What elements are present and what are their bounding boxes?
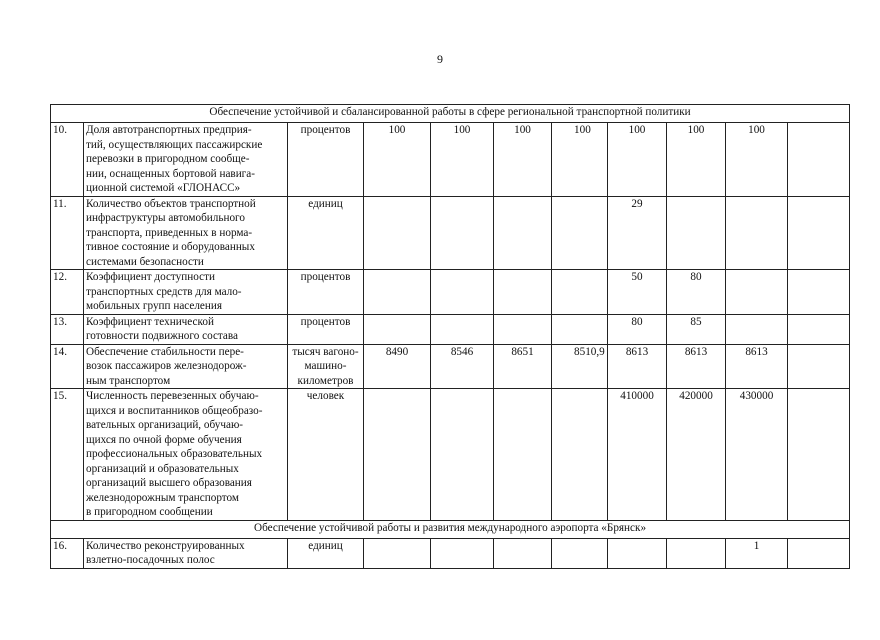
indicator-name-line: Количество объектов транспортной	[86, 197, 256, 210]
value-cell: 8651	[494, 344, 552, 389]
unit-line: процентов	[300, 271, 351, 283]
value-cell	[431, 538, 494, 568]
indicator-name-line: щихся и воспитанников общеобразо-	[86, 404, 263, 417]
value-cell	[552, 538, 608, 568]
indicator-name	[84, 123, 288, 197]
unit-of-measure	[288, 196, 364, 270]
indicator-name-line: организаций высшего образования	[86, 477, 252, 489]
value-cell: 8510,9	[552, 344, 608, 389]
indicator-name-line: взлетно-посадочных полос	[86, 554, 215, 566]
indicator-name-line: возок пассажиров железнодорож-	[86, 360, 247, 372]
indicator-name-line: профессиональных образовательных	[86, 448, 263, 460]
unit-line: тысяч вагоно-	[292, 345, 359, 358]
indicator-name-line: инфраструктуры автомобильного	[86, 212, 245, 224]
value-cell: 430000	[726, 389, 788, 521]
indicator-name	[84, 196, 288, 270]
value-cell	[494, 314, 552, 344]
value-cell: 1	[726, 538, 788, 568]
indicator-name	[84, 538, 288, 568]
unit-of-measure	[288, 389, 364, 521]
table-row	[51, 196, 850, 270]
indicator-name-line: тий, осуществляющих пассажирские	[86, 138, 263, 151]
value-cell	[788, 196, 850, 270]
indicator-name-line: ционной системой «ГЛОНАСС»	[86, 182, 241, 194]
value-cell	[364, 538, 431, 568]
value-cell: 8546	[431, 344, 494, 389]
value-cell	[788, 538, 850, 568]
indicator-name-line: в пригородном сообщении	[86, 506, 213, 518]
indicator-name-line: Количество реконструированных	[86, 539, 245, 552]
value-cell	[667, 538, 726, 568]
row-number: 15.	[51, 389, 84, 521]
unit-of-measure	[288, 538, 364, 568]
row-number: 16.	[51, 538, 84, 568]
section-title: Обеспечение устойчивой и сбалансированной работы в сфере региональной транспортной политики	[51, 105, 850, 123]
value-cell: 8613	[726, 344, 788, 389]
indicator-name-line: Доля автотранспортных предприя-	[86, 124, 252, 136]
value-cell	[726, 314, 788, 344]
unit-line: человек	[306, 390, 345, 402]
value-cell	[364, 314, 431, 344]
section-header-row	[51, 520, 850, 538]
value-cell: 50	[608, 270, 667, 315]
row-number: 10.	[51, 123, 84, 197]
value-cell	[431, 314, 494, 344]
indicator-name-line: нии, оснащенных бортовой навига-	[86, 167, 255, 180]
value-cell: 80	[608, 314, 667, 344]
unit-line: единиц	[308, 197, 343, 210]
value-cell	[431, 270, 494, 315]
unit-line: процентов	[300, 315, 351, 328]
unit-line: процентов	[300, 124, 351, 136]
section-title: Обеспечение устойчивой работы и развития международного аэропорта «Брянск»	[51, 520, 850, 538]
indicators-table	[50, 104, 850, 569]
value-cell	[788, 123, 850, 197]
indicator-name-line: тивное состояние и оборудованных	[86, 241, 255, 253]
table-row	[51, 344, 850, 389]
value-cell	[552, 389, 608, 521]
value-cell	[726, 196, 788, 270]
unit-of-measure	[288, 123, 364, 197]
row-number: 12.	[51, 270, 84, 315]
indicator-name	[84, 270, 288, 315]
indicator-name-line: Коэффициент технической	[86, 315, 214, 328]
value-cell: 420000	[667, 389, 726, 521]
value-cell	[364, 196, 431, 270]
indicator-name-line: железнодорожным транспортом	[86, 491, 239, 504]
value-cell: 8613	[608, 344, 667, 389]
value-cell	[552, 270, 608, 315]
indicator-name-line: готовности подвижного состава	[86, 330, 238, 342]
indicator-name-line: Численность перевезенных обучаю-	[86, 390, 259, 402]
indicator-name-line: Коэффициент доступности	[86, 271, 215, 283]
unit-of-measure	[288, 314, 364, 344]
value-cell: 8613	[667, 344, 726, 389]
value-cell	[726, 270, 788, 315]
value-cell	[788, 344, 850, 389]
row-number: 13.	[51, 314, 84, 344]
indicator-name-line: Обеспечение стабильности пере-	[86, 345, 244, 358]
value-cell	[431, 196, 494, 270]
table-row	[51, 538, 850, 568]
value-cell	[494, 196, 552, 270]
value-cell	[494, 389, 552, 521]
table-row	[51, 123, 850, 197]
row-number: 14.	[51, 344, 84, 389]
value-cell: 85	[667, 314, 726, 344]
value-cell: 100	[552, 123, 608, 197]
value-cell	[494, 538, 552, 568]
row-number: 11.	[51, 196, 84, 270]
value-cell	[364, 389, 431, 521]
value-cell	[494, 270, 552, 315]
value-cell	[552, 196, 608, 270]
value-cell: 100	[431, 123, 494, 197]
indicator-name	[84, 389, 288, 521]
indicator-name-line: транспортных средств для мало-	[86, 285, 242, 298]
value-cell: 410000	[608, 389, 667, 521]
value-cell	[364, 270, 431, 315]
value-cell	[788, 389, 850, 521]
indicator-name-line: организаций и образовательных	[86, 462, 239, 475]
indicator-name-line: транспорта, приведенных в норма-	[86, 226, 253, 239]
unit-line: машино-	[304, 360, 347, 372]
indicator-name	[84, 314, 288, 344]
indicator-name-line: перевозки в пригородном сообще-	[86, 153, 250, 165]
value-cell	[788, 270, 850, 315]
value-cell	[788, 314, 850, 344]
unit-of-measure	[288, 270, 364, 315]
table-row	[51, 314, 850, 344]
section-header-row	[51, 105, 850, 123]
page-number: 9	[437, 52, 443, 66]
value-cell: 100	[494, 123, 552, 197]
unit-line: километров	[297, 374, 354, 387]
indicator-name	[84, 344, 288, 389]
value-cell: 100	[726, 123, 788, 197]
indicator-name-line: вательных организаций, обучаю-	[86, 419, 244, 431]
table-row	[51, 270, 850, 315]
value-cell: 80	[667, 270, 726, 315]
value-cell: 100	[667, 123, 726, 197]
unit-line: единиц	[308, 539, 343, 552]
value-cell	[431, 389, 494, 521]
value-cell: 100	[364, 123, 431, 197]
indicator-name-line: системами безопасности	[86, 255, 204, 268]
value-cell: 100	[608, 123, 667, 197]
value-cell: 8490	[364, 344, 431, 389]
unit-of-measure	[288, 344, 364, 389]
indicator-name-line: ным транспортом	[86, 374, 171, 387]
value-cell	[667, 196, 726, 270]
indicator-name-line: мобильных групп населения	[86, 300, 223, 312]
value-cell	[608, 538, 667, 568]
value-cell	[552, 314, 608, 344]
table-row	[51, 389, 850, 521]
value-cell: 29	[608, 196, 667, 270]
indicator-name-line: щихся по очной форме обучения	[86, 433, 242, 446]
